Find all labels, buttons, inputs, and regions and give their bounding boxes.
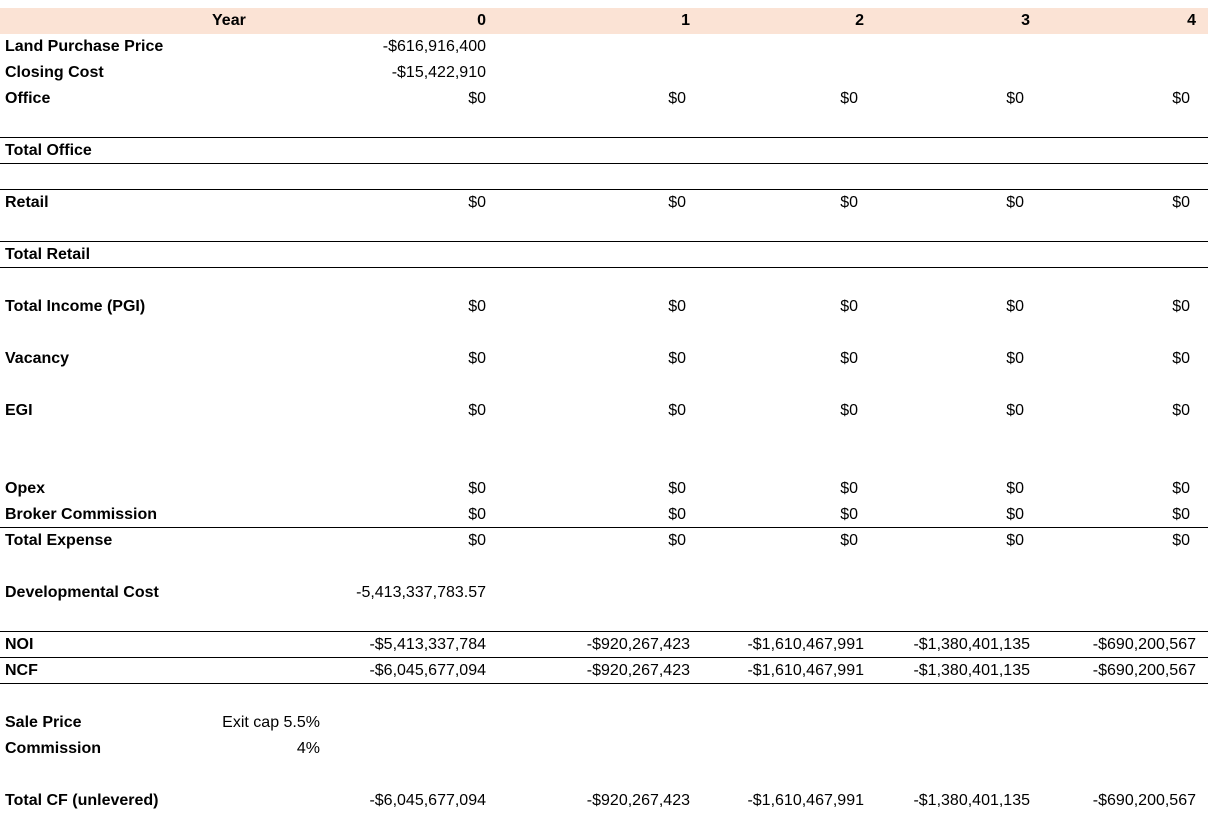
cell-value: -$1,380,401,135 xyxy=(913,636,1030,653)
row-label-dev-cost: Developmental Cost xyxy=(5,584,159,601)
cell-value: $0 xyxy=(840,506,858,523)
cell-value: $0 xyxy=(840,194,858,211)
cell-value: $0 xyxy=(840,298,858,315)
cell-value: -5,413,337,783.57 xyxy=(356,584,486,601)
cell-value: $0 xyxy=(668,194,686,211)
row-label-total-cf: Total CF (unlevered) xyxy=(5,792,159,809)
row-label-sale-price: Sale Price xyxy=(5,714,82,731)
row-label-office: Office xyxy=(5,90,51,107)
cell-value: $0 xyxy=(1172,532,1190,549)
cell-value: $0 xyxy=(1172,402,1190,419)
cell-value: $0 xyxy=(840,402,858,419)
cell-value: $0 xyxy=(468,298,486,315)
cell-value: $0 xyxy=(1172,506,1190,523)
cell-value: $0 xyxy=(668,506,686,523)
cell-value: -$1,380,401,135 xyxy=(913,662,1030,679)
row-label-broker-commission: Broker Commission xyxy=(5,506,158,523)
row-label-total-expense: Total Expense xyxy=(5,532,113,549)
row-label-land-purchase: Land Purchase Price xyxy=(5,38,164,55)
cell-value: $0 xyxy=(1006,298,1024,315)
cell-value: -$1,380,401,135 xyxy=(913,792,1030,809)
year-label: Year xyxy=(212,12,246,29)
cell-value: -$1,610,467,991 xyxy=(747,662,864,679)
cell-value: -$5,413,337,784 xyxy=(369,636,486,653)
cell-value: $0 xyxy=(668,350,686,367)
cell-value: -$616,916,400 xyxy=(382,38,486,55)
cell-value: $0 xyxy=(468,402,486,419)
cell-value: $0 xyxy=(1006,90,1024,107)
cell-value: $0 xyxy=(1006,194,1024,211)
commission-rate: 4% xyxy=(296,740,320,757)
row-label-opex: Opex xyxy=(5,480,46,497)
cell-value: $0 xyxy=(468,532,486,549)
cell-value: -$690,200,567 xyxy=(1092,662,1196,679)
cell-value: $0 xyxy=(468,480,486,497)
row-label-vacancy: Vacancy xyxy=(5,350,70,367)
divider xyxy=(0,163,1208,164)
cell-value: $0 xyxy=(1006,480,1024,497)
cell-value: $0 xyxy=(1006,532,1024,549)
cell-value: $0 xyxy=(840,90,858,107)
cell-value: $0 xyxy=(840,480,858,497)
cell-value: $0 xyxy=(840,532,858,549)
cell-value: $0 xyxy=(1172,350,1190,367)
cell-value: -$1,610,467,991 xyxy=(747,636,864,653)
year-2: 2 xyxy=(855,12,864,29)
row-label-retail: Retail xyxy=(5,194,49,211)
divider xyxy=(0,137,1208,138)
cell-value: -$6,045,677,094 xyxy=(369,662,486,679)
row-label-ncf: NCF xyxy=(5,662,38,679)
cell-value: $0 xyxy=(1172,480,1190,497)
cell-value: -$15,422,910 xyxy=(391,64,486,81)
cell-value: $0 xyxy=(468,506,486,523)
cell-value: $0 xyxy=(1006,350,1024,367)
row-label-total-office: Total Office xyxy=(5,142,92,159)
row-label-egi: EGI xyxy=(5,402,33,419)
exit-cap-note: Exit cap 5.5% xyxy=(222,714,320,731)
year-4: 4 xyxy=(1187,12,1196,29)
row-label-commission: Commission xyxy=(5,740,102,757)
cell-value: $0 xyxy=(668,480,686,497)
cell-value: -$6,045,677,094 xyxy=(369,792,486,809)
cell-value: -$1,610,467,991 xyxy=(747,792,864,809)
cell-value: $0 xyxy=(468,350,486,367)
cell-value: $0 xyxy=(468,194,486,211)
cell-value: $0 xyxy=(468,90,486,107)
cell-value: -$690,200,567 xyxy=(1092,636,1196,653)
row-label-total-income: Total Income (PGI) xyxy=(5,298,146,315)
cell-value: $0 xyxy=(840,350,858,367)
row-label-closing-cost: Closing Cost xyxy=(5,64,104,81)
divider xyxy=(0,267,1208,268)
cell-value: -$690,200,567 xyxy=(1092,792,1196,809)
cell-value: $0 xyxy=(1006,402,1024,419)
cell-value: $0 xyxy=(668,402,686,419)
cell-value: $0 xyxy=(1172,298,1190,315)
cell-value: -$920,267,423 xyxy=(586,662,690,679)
cell-value: -$920,267,423 xyxy=(586,792,690,809)
cell-value: $0 xyxy=(1006,506,1024,523)
cell-value: -$920,267,423 xyxy=(586,636,690,653)
cell-value: $0 xyxy=(1172,90,1190,107)
year-3: 3 xyxy=(1021,12,1030,29)
year-1: 1 xyxy=(681,12,690,29)
cell-value: $0 xyxy=(668,298,686,315)
row-label-total-retail: Total Retail xyxy=(5,246,91,263)
cell-value: $0 xyxy=(1172,194,1190,211)
year-0: 0 xyxy=(477,12,486,29)
cell-value: $0 xyxy=(668,532,686,549)
divider xyxy=(0,683,1208,684)
cell-value: $0 xyxy=(668,90,686,107)
divider xyxy=(0,241,1208,242)
row-label-noi: NOI xyxy=(5,636,34,653)
